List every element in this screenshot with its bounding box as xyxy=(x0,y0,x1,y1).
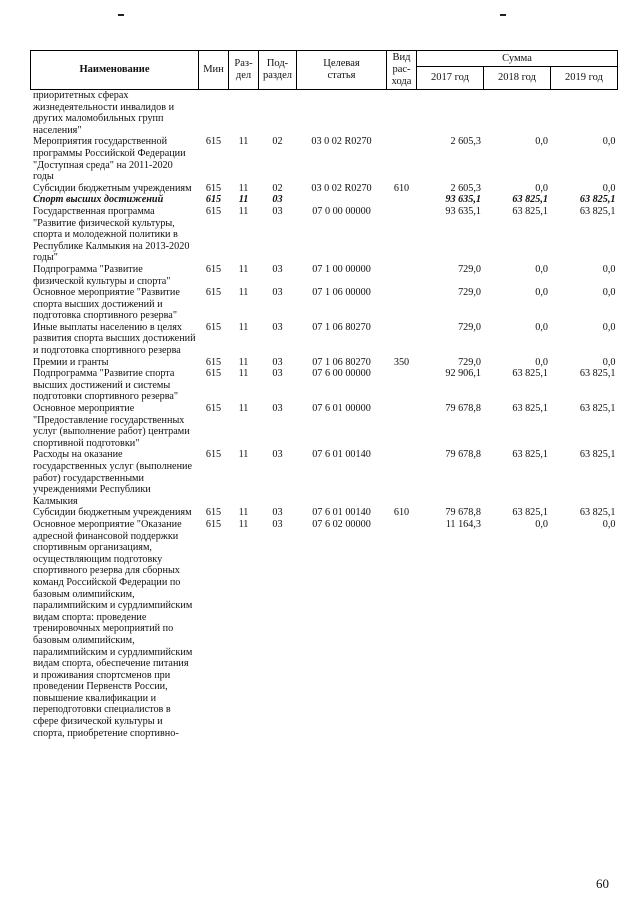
row-sum-2018: 63 825,1 xyxy=(512,194,548,206)
row-sum-2019: 63 825,1 xyxy=(579,449,616,461)
row-sum-2018: 0,0 xyxy=(535,136,548,148)
table-row xyxy=(31,183,618,195)
row-sum-2019: 0,0 xyxy=(602,321,616,333)
row-name: Государственная программа "Развитие физической культуры, спорта и молодежной политики в Республике Калмыкия на 2013-2020 годы" xyxy=(33,205,190,264)
row-podrazdel: 03 xyxy=(272,287,283,299)
row-sum-2019: 0,0 xyxy=(602,356,616,368)
header-razdel: Раз- дел xyxy=(229,51,259,90)
table-row xyxy=(31,519,618,739)
row-sum-2017: 729,0 xyxy=(458,356,481,368)
row-target-article: 07 1 06 80270 xyxy=(312,321,371,333)
row-target-article: 07 6 01 00140 xyxy=(312,449,371,461)
row-sum-2017 xyxy=(417,90,484,137)
row-razdel: 11 xyxy=(238,263,249,275)
row-sum-2018: 63 825,1 xyxy=(512,368,548,380)
row-name: Основное мероприятие "Развитие спорта высших достижений и подготовка спортивного резерва" xyxy=(33,287,180,322)
row-sum-2019: 0,0 xyxy=(602,287,616,299)
row-ministry xyxy=(199,90,229,137)
row-sum-2018: 63 825,1 xyxy=(512,449,548,461)
row-podrazdel: 03 xyxy=(272,356,283,368)
table-row xyxy=(31,136,618,182)
row-target-article: 07 1 06 80270 xyxy=(312,356,371,368)
row-ministry: 615 xyxy=(205,518,222,530)
row-sum-2017: 729,0 xyxy=(458,263,481,275)
row-sum-2018: 0,0 xyxy=(535,518,548,530)
row-razdel: 11 xyxy=(238,518,249,530)
row-sum-2017: 79 678,8 xyxy=(445,507,481,519)
row-expense-type xyxy=(387,403,417,449)
header-podrazdel: Под- раздел xyxy=(259,51,297,90)
row-ministry: 615 xyxy=(205,136,222,148)
row-razdel: 11 xyxy=(238,449,249,461)
row-sum-2019: 63 825,1 xyxy=(579,205,616,217)
row-target-article: 07 6 02 00000 xyxy=(312,518,371,530)
row-podrazdel: 03 xyxy=(272,449,283,461)
row-target-article: 07 1 00 00000 xyxy=(312,263,371,275)
row-ministry: 615 xyxy=(205,205,222,217)
row-ministry: 615 xyxy=(205,263,222,275)
row-razdel: 11 xyxy=(238,403,249,415)
row-expense-type xyxy=(387,264,417,287)
table-row xyxy=(31,90,618,137)
row-ministry: 615 xyxy=(205,449,222,461)
row-podrazdel: 03 xyxy=(272,263,283,275)
row-razdel: 11 xyxy=(238,368,249,380)
row-name: Спорт высших достижений xyxy=(33,194,164,206)
row-podrazdel: 03 xyxy=(272,368,283,380)
row-sum-2017: 11 164,3 xyxy=(445,518,481,530)
header-year-2018: 2018 год xyxy=(484,67,551,90)
row-sum-2017: 729,0 xyxy=(458,287,481,299)
row-sum-2018: 0,0 xyxy=(535,182,548,194)
row-name: Основное мероприятие "Оказание адресной финансовой поддержки спортивным организациям, осуществляющим подготовку спортивного резерва для сборных команд Российской Федерации по базовым олимпийским, паралимпийским и сурдлимпийским видам спорта: проведение тренировочных мероприятий по базовым олимпийским, паралимпийским и сурдлимпийским видам спорта, обеспечение питания и проживания спортсменов при проведении Первенств России, повышение квалификации и переподготовки специалистов в сфере физической культуры и спорта, приобретение спортивно- xyxy=(33,518,193,739)
row-name: Основное мероприятие "Предоставление государственных услуг (выполнение работ) центрами спортивной подготовки" xyxy=(33,403,190,449)
row-name: Мероприятия государственной программы Российской Федерации "Доступная среда" на 2011-2020 годы xyxy=(33,136,186,183)
table-row xyxy=(31,357,618,369)
row-sum-2019: 63 825,1 xyxy=(579,403,616,415)
row-sum-2019: 63 825,1 xyxy=(579,194,616,206)
row-name: Подпрограмма "Развитие физической культуры и спорта" xyxy=(33,263,171,287)
row-sum-2019: 0,0 xyxy=(602,263,616,275)
row-target-article: 07 6 00 00000 xyxy=(312,368,371,380)
table-row xyxy=(31,449,618,507)
row-razdel: 11 xyxy=(238,136,249,148)
row-target-article: 03 0 02 R0270 xyxy=(311,182,372,194)
row-name: Иные выплаты населению в целях развития спорта высших достижений и подготовка спортивного резерва xyxy=(33,321,196,357)
row-podrazdel: 02 xyxy=(272,182,283,194)
header-name: Наименование xyxy=(31,51,199,90)
row-target-article: 07 1 06 00000 xyxy=(312,287,371,299)
row-name: Премии и гранты xyxy=(33,356,109,368)
row-razdel: 11 xyxy=(238,287,249,299)
row-target-article xyxy=(297,90,387,137)
row-expense-type xyxy=(387,194,417,206)
row-expense-type: 610 xyxy=(393,507,410,519)
page-number: 60 xyxy=(596,876,609,891)
row-sum-2017: 79 678,8 xyxy=(445,403,481,415)
table-row xyxy=(31,264,618,287)
row-target-article: 07 6 01 00000 xyxy=(312,403,371,415)
row-expense-type: 610 xyxy=(393,182,410,194)
scan-mark-left xyxy=(118,14,124,16)
row-sum-2019: 63 825,1 xyxy=(579,368,616,380)
row-podrazdel: 02 xyxy=(272,136,283,148)
row-sum-2017: 79 678,8 xyxy=(445,449,481,461)
table-row xyxy=(31,206,618,264)
table-row xyxy=(31,287,618,322)
row-podrazdel: 03 xyxy=(272,205,283,217)
row-target-article: 03 0 02 R0270 xyxy=(311,136,372,148)
row-target-article: 07 6 01 00140 xyxy=(312,507,371,519)
table-row xyxy=(31,194,618,206)
row-sum-2018: 63 825,1 xyxy=(512,507,548,519)
row-expense-type xyxy=(387,136,417,182)
row-sum-2018: 63 825,1 xyxy=(512,205,548,217)
table-row xyxy=(31,368,618,403)
row-razdel: 11 xyxy=(238,182,249,194)
row-expense-type xyxy=(387,206,417,264)
row-razdel: 11 xyxy=(238,205,249,217)
row-target-article: 07 0 00 00000 xyxy=(312,205,371,217)
row-sum-2018: 0,0 xyxy=(535,356,548,368)
row-ministry: 615 xyxy=(205,507,222,519)
row-ministry: 615 xyxy=(205,287,222,299)
row-expense-type: 350 xyxy=(393,356,410,368)
row-sum-2017: 729,0 xyxy=(458,321,481,333)
scan-mark-right xyxy=(500,14,506,16)
row-sum-2018: 0,0 xyxy=(535,287,548,299)
row-name: Субсидии бюджетным учреждениям xyxy=(33,507,192,519)
row-ministry: 615 xyxy=(205,194,222,206)
row-expense-type xyxy=(387,322,417,357)
row-name: Расходы на оказание государственных услуг (выполнение работ) государственными учреждениями Республики Калмыкия xyxy=(33,449,193,507)
row-name: Субсидии бюджетным учреждениям xyxy=(33,182,192,194)
row-razdel: 11 xyxy=(238,194,249,206)
row-sum-2017: 93 635,1 xyxy=(445,205,481,217)
header-expense-type: Вид рас- хода xyxy=(387,51,417,90)
header-sum: Сумма xyxy=(417,51,618,67)
row-sum-2017: 2 605,3 xyxy=(450,136,481,148)
row-sum-2018: 63 825,1 xyxy=(512,403,548,415)
row-ministry: 615 xyxy=(205,368,222,380)
row-expense-type xyxy=(387,287,417,322)
row-razdel: 11 xyxy=(238,356,249,368)
row-razdel: 11 xyxy=(238,507,249,519)
row-name: Подпрограмма "Развитие спорта высших достижений и системы подготовки спортивного резерва" xyxy=(33,368,179,403)
row-ministry: 615 xyxy=(205,356,222,368)
row-sum-2019: 63 825,1 xyxy=(579,507,616,519)
row-razdel xyxy=(229,90,259,137)
row-sum-2019: 0,0 xyxy=(602,182,616,194)
header-year-2019: 2019 год xyxy=(551,67,618,90)
row-expense-type xyxy=(387,90,417,137)
row-podrazdel: 03 xyxy=(272,403,283,415)
budget-table xyxy=(30,50,618,739)
row-podrazdel: 03 xyxy=(272,518,283,530)
row-ministry: 615 xyxy=(205,182,222,194)
row-ministry: 615 xyxy=(205,403,222,415)
row-target-article xyxy=(297,194,387,206)
row-podrazdel: 03 xyxy=(272,321,283,333)
row-name: приоритетных сферах жизнедеятельности инвалидов и других маломобильных групп населения" xyxy=(33,90,175,136)
row-podrazdel xyxy=(259,90,297,137)
row-expense-type xyxy=(387,519,417,739)
row-sum-2018: 0,0 xyxy=(535,263,548,275)
table-row xyxy=(31,507,618,519)
row-ministry: 615 xyxy=(205,321,222,333)
row-podrazdel: 03 xyxy=(272,194,283,206)
row-sum-2019 xyxy=(551,90,618,137)
header-target-article: Целевая статья xyxy=(297,51,387,90)
row-expense-type xyxy=(387,449,417,507)
row-sum-2017: 92 906,1 xyxy=(445,368,481,380)
table-row xyxy=(31,403,618,449)
row-sum-2019: 0,0 xyxy=(602,518,616,530)
table-row xyxy=(31,322,618,357)
row-expense-type xyxy=(387,368,417,403)
row-razdel: 11 xyxy=(238,321,249,333)
header-min: Мин xyxy=(199,51,229,90)
row-sum-2017: 2 605,3 xyxy=(450,182,481,194)
row-sum-2017: 93 635,1 xyxy=(445,194,481,206)
row-podrazdel: 03 xyxy=(272,507,283,519)
row-sum-2018 xyxy=(484,90,551,137)
row-sum-2019: 0,0 xyxy=(602,136,616,148)
header-year-2017: 2017 год xyxy=(417,67,484,90)
row-sum-2018: 0,0 xyxy=(535,321,548,333)
